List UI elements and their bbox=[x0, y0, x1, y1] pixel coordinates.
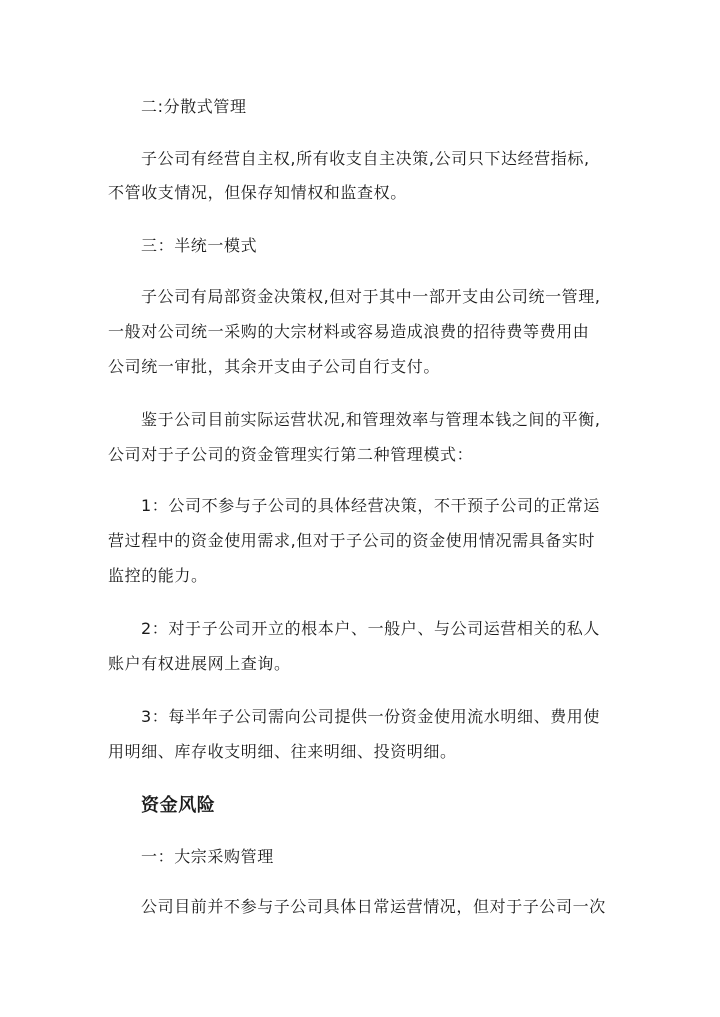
paragraph-line: 营过程中的资金使用需求,但对于子公司的资金使用情况需具备实时 bbox=[108, 531, 596, 550]
paragraph-line: 鉴于公司目前实际运营状况,和管理效率与管理本钱之间的平衡, bbox=[141, 410, 601, 429]
section-three-title: 三：半统一模式 bbox=[141, 236, 258, 255]
section-two-title: 二:分散式管理 bbox=[141, 97, 247, 116]
paragraph-line: 1：公司不参与子公司的具体经营决策，不干预子公司的正常运 bbox=[141, 496, 600, 515]
paragraph-line: 公司目前并不参与子公司具体日常运营情况，但对于子公司一次 bbox=[141, 897, 606, 916]
paragraph-line: 公司统一审批，其余开支由子公司自行支付。 bbox=[108, 357, 441, 376]
paragraph-line: 子公司有局部资金决策权,但对于其中一部开支由公司统一管理, bbox=[141, 287, 601, 306]
paragraph-line: 3：每半年子公司需向公司提供一份资金使用流水明细、费用使 bbox=[141, 707, 600, 726]
paragraph-line: 公司对于子公司的资金管理实行第二种管理模式： bbox=[108, 445, 474, 464]
risk-heading: 资金风险 bbox=[141, 795, 216, 816]
paragraph-line: 监控的能力。 bbox=[108, 566, 208, 585]
paragraph-line: 子公司有经营自主权,所有收支自主决策,公司只下达经营指标, bbox=[141, 149, 590, 168]
risk-subsection-title: 一：大宗采购管理 bbox=[141, 847, 274, 866]
paragraph-line: 不管收支情况，但保存知情权和监查权。 bbox=[108, 183, 407, 202]
paragraph-line: 一般对公司统一采购的大宗材料或容易造成浪费的招待费等费用由 bbox=[108, 322, 590, 341]
paragraph-line: 用明细、库存收支明细、往来明细、投资明细。 bbox=[108, 742, 457, 761]
paragraph-line: 2：对于子公司开立的根本户、一般户、与公司运营相关的私人 bbox=[141, 619, 600, 638]
paragraph-line: 账户有权进展网上查询。 bbox=[108, 654, 291, 673]
